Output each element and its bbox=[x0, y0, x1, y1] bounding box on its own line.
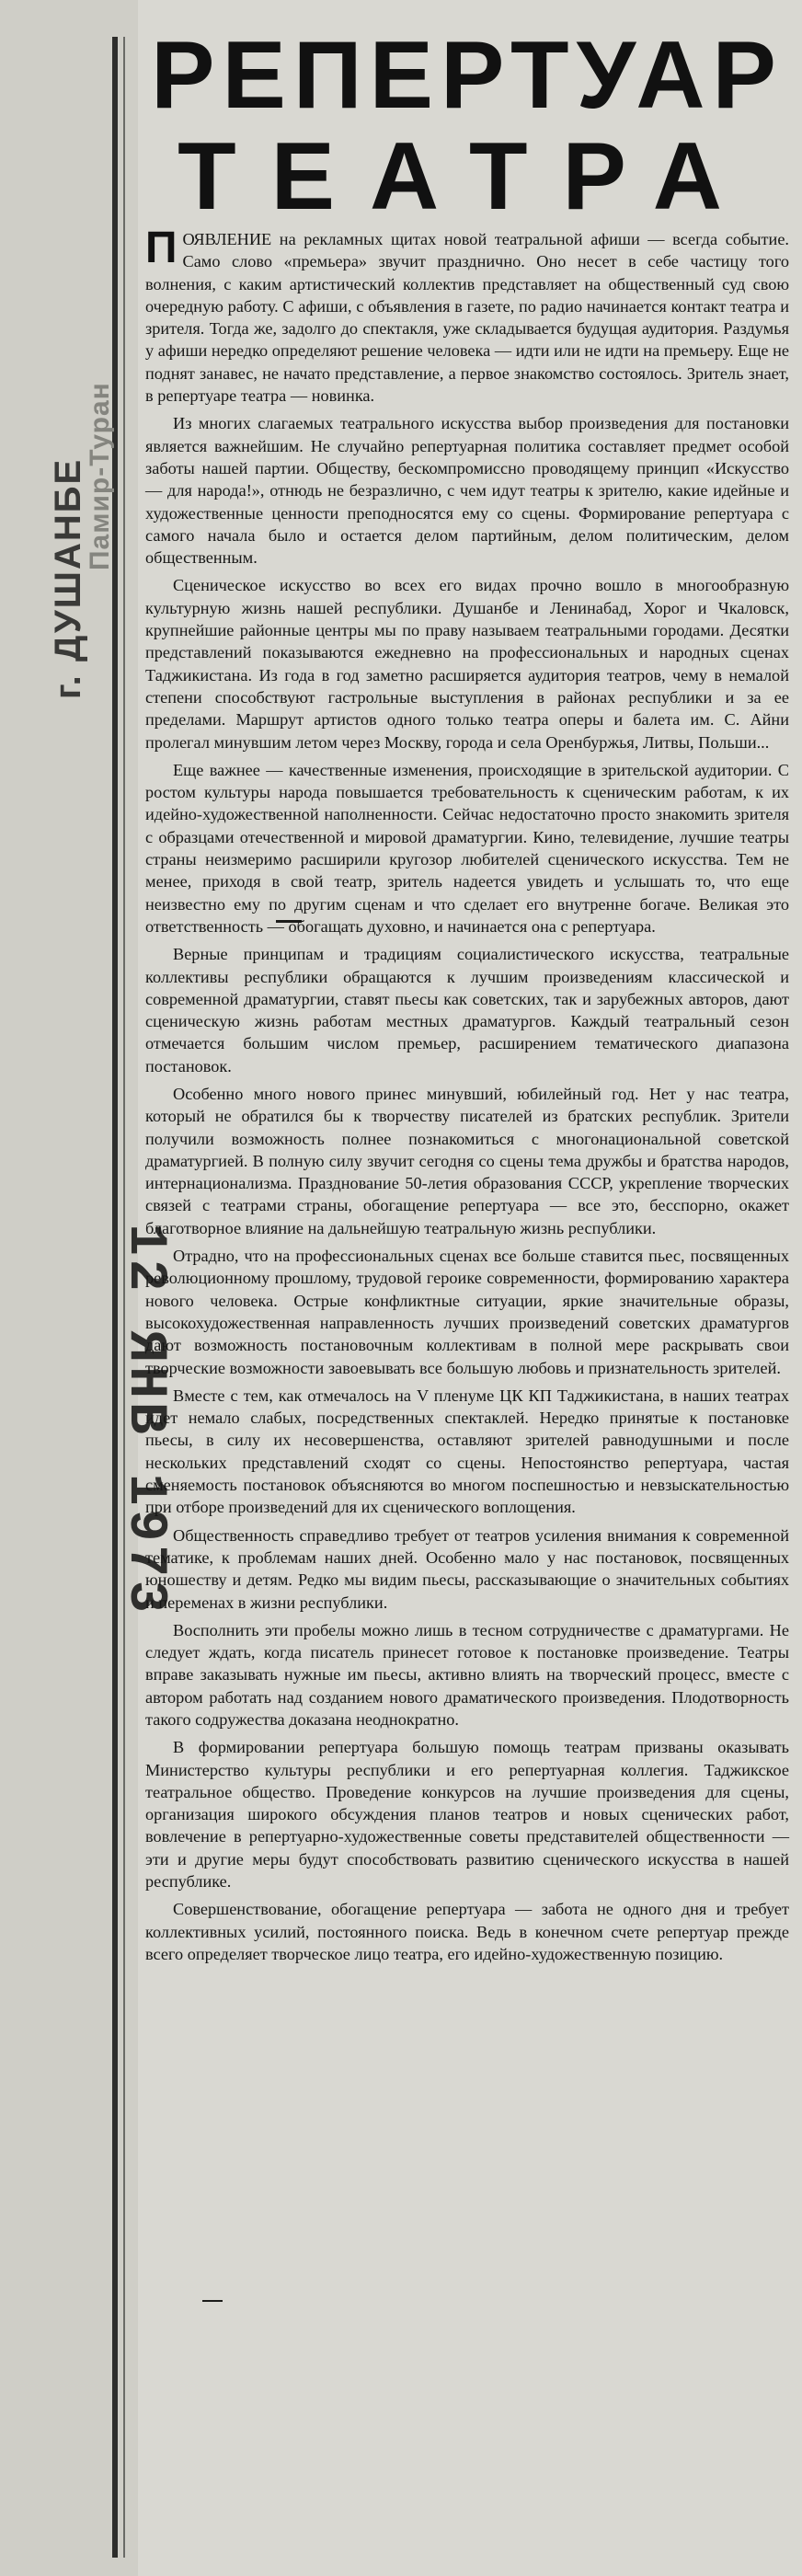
ink-mark bbox=[202, 2300, 223, 2302]
article-lead-text: ОЯВЛЕНИЕ на рекламных щитах новой театральной афиши — всегда событие. Само слово «премьера» звучит празднично. Оно несет в себе частицу того волнения, с каким артистический коллектив представляет на общественный суд свою очередную работу. С афиши, с объявления в газете, по радио начинается контакт театра и зрителя. Тогда же, задолго до спектакля, уже складывается будущая аудитория. Раздумья у афиши нередко определяют решение человека — идти или не идти на премьеру. Еще не поднят занавес, не начато представление, а первое знакомство состоялось. Зритель знает, в репертуаре театра — новинка. bbox=[145, 230, 789, 406]
article-paragraph: Верные принципам и традициям социалистического искусства, театральные коллективы республики обращаются к лучшим произведениям классической и современной драматургии, ставят пьесы как советских, так и зарубежных авторов, дают сценическую жизнь работам местных драматургов. Каждый театральный сезон отмечается большим числом премьер, расширением тематического диапазона постановок. bbox=[145, 945, 789, 1075]
article-paragraph: Особенно много нового принес минувший, юбилейный год. Нет у нас театра, который не обратился бы к творчеству писателей из братских республик. Зрители получили возможность полнее познакомиться с многонациональной советской драматургией. В полную силу звучит сегодня со сцены тема дружбы и братства народов, интернационализма. Празднование 50-летия образования СССР, укрепление творческих связей с театрами страны, обогащение репертуара — все это, бесспорно, окажет благотворное влияние на дальнейшую театральную жизнь республики. bbox=[145, 1084, 789, 1237]
article-paragraph: Отрадно, что на профессиональных сценах все больше ставится пьес, посвященных революционному прошлому, трудовой героике современности, формированию характера нового человека. Острые конфликтные ситуации, яркие значительные образы, высокохудожественная направленность лучших произведений советских драматургов дают возможность постановочным коллективам в полной мере раскрывать свои творческие возможности завоевывать все большую любовь и признательность зрителей. bbox=[145, 1247, 789, 1377]
date-stamp: 12 ЯНВ 1973 bbox=[115, 1224, 175, 1616]
drop-cap: П bbox=[145, 224, 178, 272]
article-paragraph: Вместе с тем, как отмечалось на V пленуме ЦК КП Таджикистана, в наших театрах идет немало слабых, посредственных спектаклей. Нередко принятые к постановке пьесы, в силу их несовершенства, оставляют зрителей равнодушными и после нескольких представлений сходят со сцены. Непостоянство репертуара, частая сменяемость постановок объясняются во многом поспешностью и невзыскательностью при отборе произведений для их сценического воплощения. bbox=[145, 1386, 789, 1517]
article-paragraph: Из многих слагаемых театрального искусства выбор произведения для постановки является важнейшим. Не случайно репертуарная политика составляет предмет особой заботы нашей партии. Обществу, бескомпромиссно проводящему принцип «Искусство — для народа!», отнюдь не безразлично, с чем идут театры к зрителю, какие идейные и художественные ценности преподносятся ему со сцены. Формирование репертуара с самого начала было и остается делом партийным, делом политическим, делом общественным. bbox=[145, 414, 789, 568]
article-paragraph bbox=[145, 224, 789, 407]
article-paragraph: В формировании репертуара большую помощь театрам призваны оказывать Министерство культуры республики и его репертуарная коллегия. Таджикское театральное общество. Проведение конкурсов на лучшие произведения для сцены, организация широкого обсуждения планов театров и новых сценических работ, вовлечение в репертуарно-художественные советы представителей общественности — эти и другие меры будут способствовать развитию сценического искусства в нашей республике. bbox=[145, 1738, 789, 1892]
faded-stamp: Памир-Туран bbox=[85, 382, 115, 570]
city-stamp: г. ДУШАНБЕ bbox=[48, 457, 88, 699]
article-paragraph: Восполнить эти пробелы можно лишь в тесном сотрудничестве с драматургами. Не следует ждать, когда писатель принесет готовое к постановке произведение. Театры вправе заказывать нужные им пьесы, активно влиять на творческий процесс, вместе с автором работать над созданием нового драматического произведения. Плодотворность такого содружества доказана неоднократно. bbox=[145, 1620, 789, 1729]
article-paragraph: Еще важнее — качественные изменения, происходящие в зрительской аудитории. С ростом культуры народа повышается требовательность к сценическим работам, к их идейно-художественной наполненности. Сейчас недостаточно просто знакомить зрителя с образцами отечественной и мировой драматургии. Кино, телевидение, лучшие театры страны неизмеримо расширили кругозор любителей сценического искусства. Тем не менее, приходя в свой театр, зритель надеется увидеть и услышать то, что еще неизвестно ему по другим сценам и что сделает его внутренне богаче. Великая это ответственность — обогащать духовно, и начинается она с репертуара. bbox=[145, 760, 789, 936]
article-body bbox=[145, 224, 789, 1971]
headline-line-2: ТЕАТРА bbox=[178, 123, 757, 230]
article-paragraph: Совершенствование, обогащение репертуара — забота не одного дня и требует коллективных усилий, постоянного поиска. Ведь в конечном счете репертуар прежде всего определяет творческое лицо театра, его идейно-художественную позицию. bbox=[145, 1900, 789, 1963]
headline-line-1: РЕПЕРТУАР bbox=[151, 22, 784, 129]
article-paragraph: Сценическое искусство во всех его видах прочно вошло в многообразную культурную жизнь нашей республики. Душанбе и Ленинабад, Хорог и Чкаловск, крупнейшие районные центры мы по праву называем театральными городами. Десятки представлений показываются ежедневно на профессиональных и народных сценах Таджикистана. Из года в год заметно расширяется аудитория театров, чему в немалой степени способствуют гастрольные выступления в районах республики и за ее пределами. Маршрут артистов одного только театра оперы и балета им. С. Айни пролегал минувшим летом через Москву, города и села Оренбуржья, Литвы, Польши... bbox=[145, 576, 789, 752]
article-paragraph: Общественность справедливо требует от театров усиления внимания к современной тематике, к проблемам наших дней. Особенно мало у нас постановок, посвященных юношеству и детям. Редко мы видим пьесы, рассказывающие о значительных событиях и переменах в жизни республики. bbox=[145, 1525, 789, 1612]
